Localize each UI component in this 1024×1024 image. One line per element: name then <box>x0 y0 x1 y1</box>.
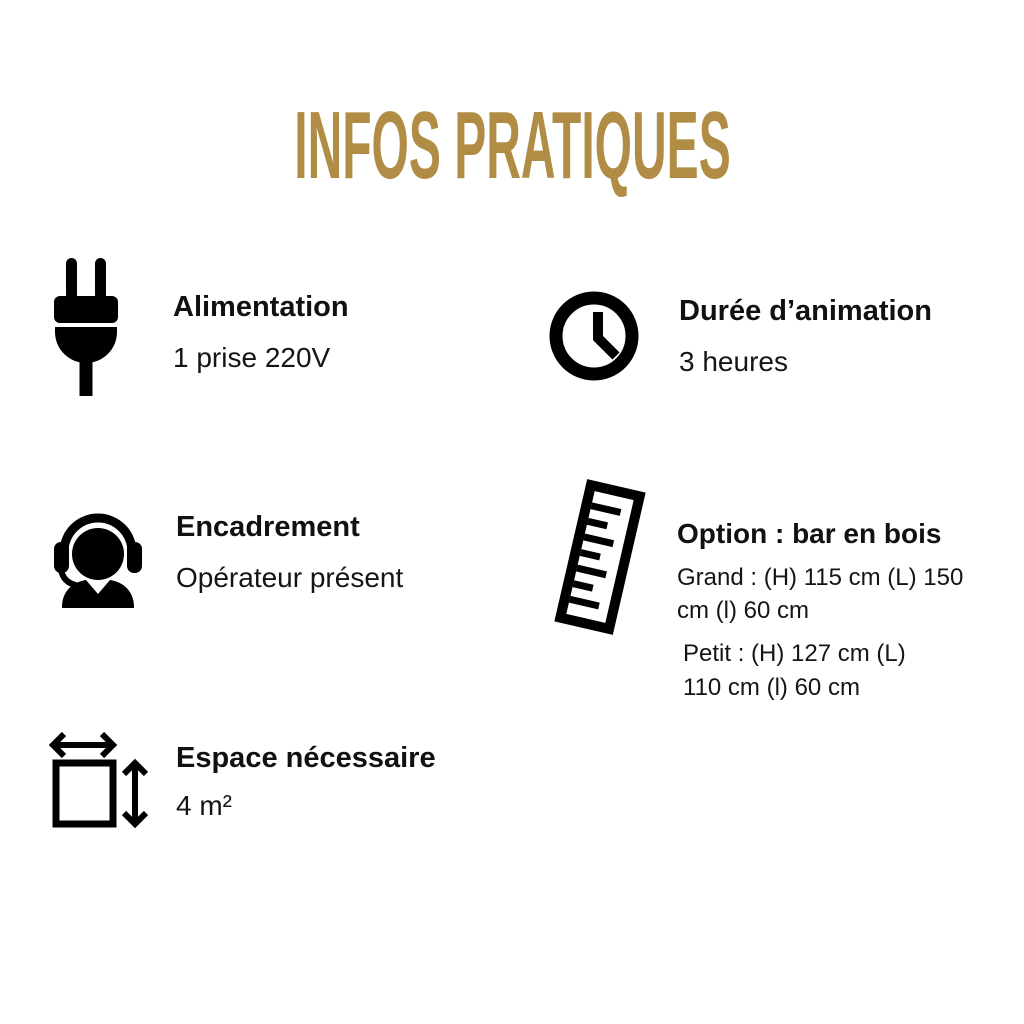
item-title-option-bar: Option : bar en bois <box>677 518 942 549</box>
item-alimentation <box>173 291 349 375</box>
item-body-espace: 4 m² <box>176 790 232 822</box>
item-title-alimentation: Alimentation <box>173 291 349 323</box>
item-body-encadrement: Opérateur présent <box>176 562 404 594</box>
page-title: INFOS PRATIQUES <box>293 92 731 199</box>
clock-icon <box>549 291 639 381</box>
item-espace <box>176 742 436 823</box>
ruler-icon <box>552 482 648 632</box>
item-duree <box>679 295 932 379</box>
area-dimensions-icon <box>49 726 153 830</box>
item-encadrement <box>176 511 403 595</box>
item-option-bar <box>677 518 999 704</box>
item-title-encadrement: Encadrement <box>176 511 360 543</box>
item-title-duree: Durée d’animation <box>679 295 932 327</box>
item-body-duree: 3 heures <box>679 346 788 378</box>
plug-icon <box>54 258 118 396</box>
item-body-alimentation: 1 prise 220V <box>173 342 331 374</box>
headset-operator-icon <box>49 498 147 608</box>
item-title-espace: Espace nécessaire <box>176 742 436 774</box>
item-detail-petit: Petit : (H) 127 cm (L) 110 cm (l) 60 cm <box>683 640 906 701</box>
item-detail-grand: Grand : (H) 115 cm (L) 150 cm (l) 60 cm <box>677 564 964 625</box>
page-title-wrap <box>0 92 1024 199</box>
